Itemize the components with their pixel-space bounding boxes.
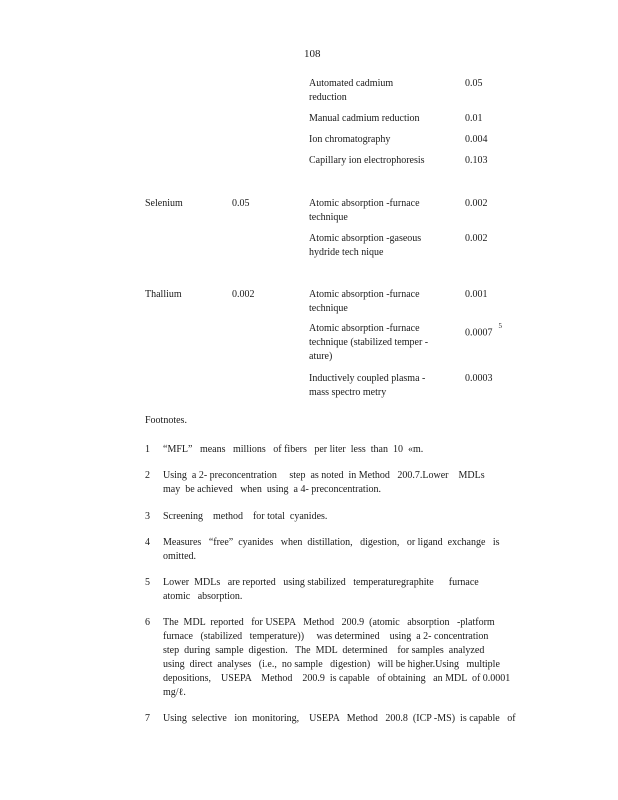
method-cell: Atomic absorption -gaseous hydride tech nique <box>309 233 422 258</box>
method-cell: Capillary ion electrophoresis <box>309 155 425 166</box>
footnote-text-content: Measures “free” cyanides when distillation, digestion, or ligand exchange is omitted. <box>163 537 500 562</box>
mdl-cell: 0.01 <box>465 113 483 124</box>
footnote-text <box>163 443 533 457</box>
analyte-cell: Selenium <box>145 198 183 209</box>
page-number: 108 <box>304 48 321 60</box>
mdl-cell <box>465 322 502 340</box>
footnote-marker: 5 <box>498 322 502 330</box>
footnote-number: 6 <box>145 617 150 628</box>
mdl-cell: 0.001 <box>465 289 488 300</box>
footnote-text <box>163 469 533 497</box>
mdl-cell: 0.05 <box>465 78 483 89</box>
mcl-cell: 0.002 <box>232 289 255 300</box>
mdl-cell: 0.002 <box>465 198 488 209</box>
footnote-text <box>163 536 533 564</box>
footnote-number: 1 <box>145 444 150 455</box>
method-cell: Inductively coupled plasma - mass spectro metry <box>309 373 426 398</box>
mdl-cell: 0.0003 <box>465 373 493 384</box>
footnote-number: 3 <box>145 511 150 522</box>
mdl-cell: 0.002 <box>465 233 488 244</box>
method-cell: Manual cadmium reduction <box>309 113 420 124</box>
footnote-text <box>163 510 533 524</box>
method-cell: Atomic absorption -furnace technique <box>309 198 420 223</box>
footnote-text <box>163 712 533 726</box>
footnote-text-content: Screening method for total cyanides. <box>163 511 328 522</box>
mdl-cell: 0.004 <box>465 134 488 145</box>
footnote-text-content: “MFL” means millions of fibers per liter less than 10 «m. <box>163 444 424 455</box>
analyte-cell: Thallium <box>145 289 182 300</box>
method-cell: Atomic absorption -furnace technique <box>309 289 420 314</box>
method-cell: Atomic absorption -furnace technique (stabilized temper - ature) <box>309 323 429 362</box>
footnote-text-content: Using a 2- preconcentration step as noted in Method 200.7.Lower MDLs may be achieved when using a 4- preconcentration. <box>163 470 485 495</box>
footnote-text-content: Lower MDLs are reported using stabilized temperaturegraphite furnace atomic absorption. <box>163 577 479 602</box>
footnote-number: 5 <box>145 577 150 588</box>
footnote-text <box>163 616 533 700</box>
mdl-cell: 0.103 <box>465 155 488 166</box>
footnote-text-content: The MDL reported for USEPA Method 200.9 (atomic absorption -platform furnace (stabilized temperature)) was determined using a 2- concentration step during sample digestion. The MDL determined for samples analyzed using direct analyses (i.e., no sample digestion) will be higher.Using multiple depositions, USEPA Method 200.9 is capable of obtaining an MDL of 0.0001 mg/ℓ. <box>163 617 511 698</box>
footnote-number: 2 <box>145 470 150 481</box>
footnote-number: 4 <box>145 537 150 548</box>
footnote-text-content: Using selective ion monitoring, USEPA Method 200.8 (ICP -MS) is capable of <box>163 713 516 724</box>
mdl-value: 0.0007 <box>465 327 493 339</box>
mcl-cell: 0.05 <box>232 198 250 209</box>
footnote-text <box>163 576 533 604</box>
method-cell: Automated cadmium reduction <box>309 78 394 103</box>
footnote-number: 7 <box>145 713 150 724</box>
method-cell: Ion chromatography <box>309 134 391 145</box>
footnotes-heading: Footnotes. <box>145 415 187 426</box>
